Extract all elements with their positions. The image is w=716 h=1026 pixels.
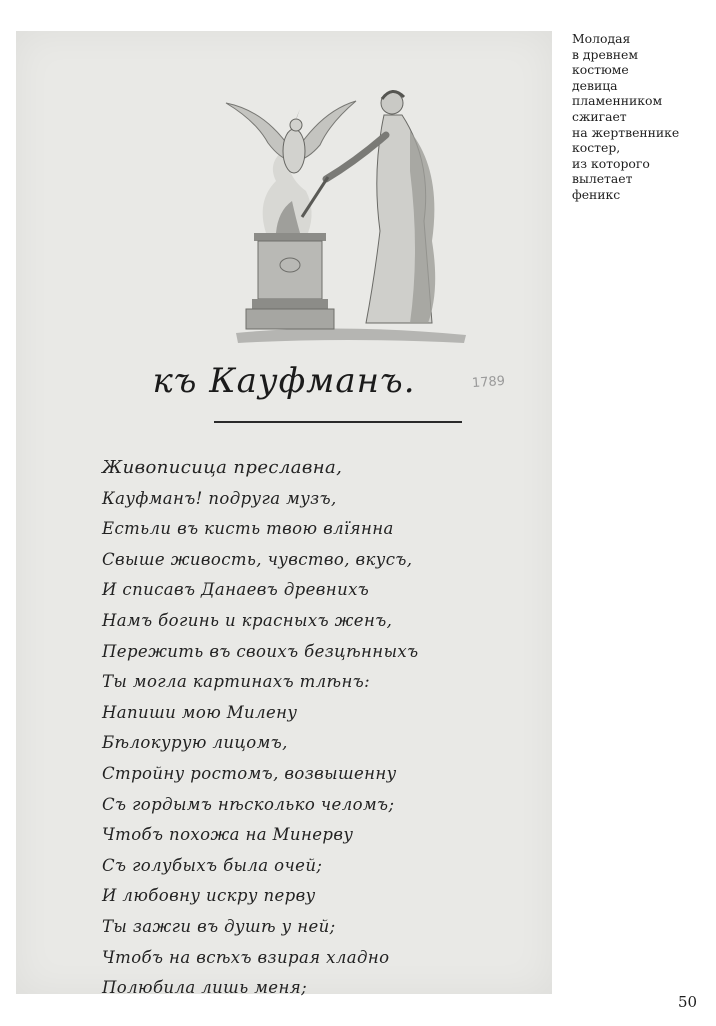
caption-line: костер, xyxy=(572,140,621,156)
title-underline xyxy=(214,421,462,423)
poem-line: Ты зажги въ душѣ у ней; xyxy=(102,916,336,936)
caption-line: феникс xyxy=(572,186,621,202)
caption-line: в древнем xyxy=(572,46,639,62)
poem-line: Свыше живость, чувство, вкусъ, xyxy=(102,549,413,569)
caption-line: на жертвеннике xyxy=(572,124,680,140)
poem-line: Намъ богинь и красныхъ женъ, xyxy=(102,610,393,630)
illustration-caption xyxy=(572,31,712,203)
caption-line: костюме xyxy=(572,62,629,78)
poem-line: Стройну ростомъ, возвышенну xyxy=(102,763,397,783)
poem-line: Чтобъ на всѣхъ взирая хладно xyxy=(102,947,390,967)
caption-line: сжигает xyxy=(572,108,627,124)
phoenix-altar-illustration xyxy=(196,51,486,351)
poem-line: Чтобъ похожа на Минерву xyxy=(102,825,354,845)
caption-line: вылетает xyxy=(572,171,633,187)
poem-line: Живописица преславна, xyxy=(102,457,343,478)
manuscript-plate xyxy=(16,31,552,998)
poem-line: Пережить въ своихъ безцѣнныхъ xyxy=(102,641,419,661)
poem-text xyxy=(102,453,542,1004)
caption-line: Молодая xyxy=(572,31,631,46)
poem-line: Напиши мою Милену xyxy=(102,702,298,722)
poem-line: Съ голубыхъ была очей; xyxy=(102,855,323,875)
manuscript-title: къ Кауфманъ. xyxy=(152,361,416,401)
poem-line: Съ гордымъ нѣсколько челомъ; xyxy=(102,794,395,814)
pencil-date-note: 1789 xyxy=(471,373,506,392)
caption-line: из которого xyxy=(572,155,650,171)
poem-line: Полюбила лишь меня; xyxy=(102,978,308,998)
poem-line: Ты могла картинахъ тлѣнъ: xyxy=(102,672,371,692)
poem-line: И списавъ Данаевъ древнихъ xyxy=(102,580,370,600)
caption-line: девица xyxy=(572,77,618,93)
poem-line: Кауфманъ! подруга музъ, xyxy=(102,488,337,508)
poem-line: Бѣлокурую лицомъ, xyxy=(102,733,288,753)
page-number: 50 xyxy=(678,993,698,1011)
poem-line: И любовну искру перву xyxy=(102,886,316,906)
poem-line: Естьли въ кисть твою влïянна xyxy=(102,519,394,539)
caption-line: пламенником xyxy=(572,93,663,109)
